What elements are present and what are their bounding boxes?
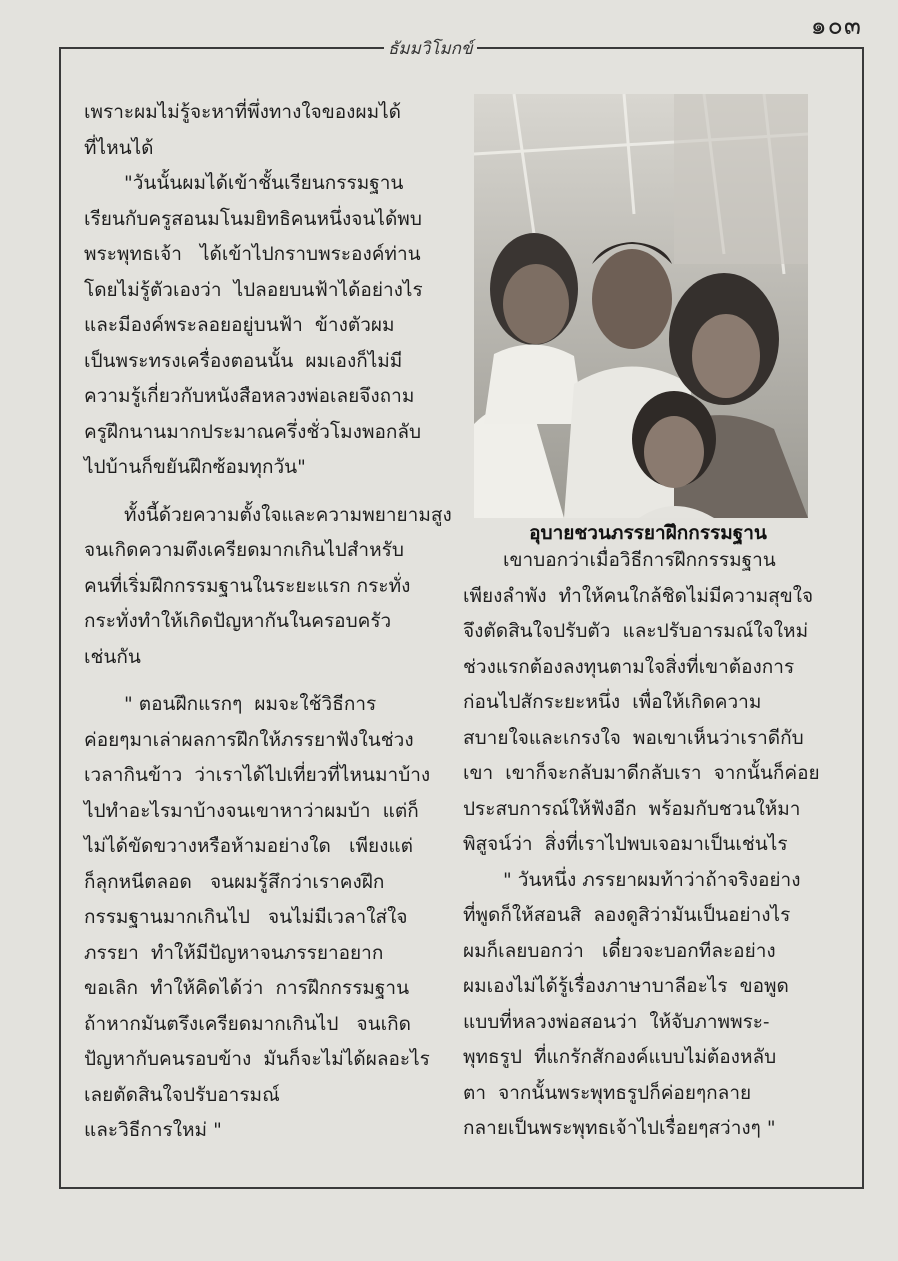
text-line: โดยไม่รู้ตัวเองว่า ไปลอยบนฟ้าได้อย่างไร: [84, 278, 423, 301]
left-text-column: [84, 95, 452, 1149]
text-line: เขา เขาก็จะกลับมาดีกลับเรา จากนั้นก็ค่อย: [463, 762, 820, 784]
text-line: แบบที่หลวงพ่อสอนว่า ให้จับภาพพระ-: [463, 1010, 770, 1033]
text-line: ปัญหากับคนรอบข้าง มันก็จะไม่ได้ผลอะไร: [84, 1048, 430, 1070]
text-line: ก่อนไปสักระยะหนึ่ง เพื่อให้เกิดความ: [463, 691, 762, 713]
text-line: ช่วงแรกต้องลงทุนตามใจสิ่งที่เขาต้องการ: [463, 655, 795, 678]
family-photo-icon: [474, 94, 808, 518]
text-line: " ตอนฝึกแรกๆ ผมจะใช้วิธีการ: [124, 693, 377, 715]
text-line: ทั้งนี้ด้วยความตั้งใจและความพยายามสูง: [124, 503, 452, 526]
running-header-title: ธัมมวิโมกข์: [384, 35, 477, 62]
text-line: ไม่ได้ขัดขวางหรือห้ามอย่างใด เพียงแต่: [84, 835, 414, 857]
text-line: ไปบ้านก็ขยันฝึกซ้อมทุกวัน": [84, 456, 306, 478]
text-line: ขอเลิก ทำให้คิดได้ว่า การฝึกกรรมฐาน: [84, 977, 410, 999]
text-line: กรรมฐานมากเกินไป จนไม่มีเวลาใส่ใจ: [84, 906, 408, 928]
text-line: เพราะผมไม่รู้จะหาที่พึ่งทางใจของผมได้: [84, 101, 402, 123]
text-line: และมีองค์พระลอยอยู่บนฟ้า ข้างตัวผม: [84, 314, 395, 336]
text-line: พิสูจน์ว่า สิ่งที่เราไปพบเจอมาเป็นเช่นไร: [463, 833, 788, 855]
text-line: พระพุทธเจ้า ได้เข้าไปกราบพระองค์ท่าน: [84, 243, 421, 265]
right-text-column: [463, 543, 823, 1147]
text-line: เช่นกัน: [84, 645, 141, 668]
text-line: และวิธีการใหม่ ": [84, 1119, 222, 1141]
text-line: ประสบการณ์ให้ฟังอีก พร้อมกับชวนให้มา: [463, 797, 801, 820]
text-line: ที่พูดก็ให้สอนสิ ลองดูสิว่ามันเป็นอย่างไร: [463, 904, 791, 926]
text-line: ถ้าหากมันตรึงเครียดมากเกินไป จนเกิด: [84, 1012, 411, 1035]
text-line: กระทั่งทำให้เกิดปัญหากันในครอบครัว: [84, 610, 392, 632]
photo-caption: อุบายชวนภรรยาฝึกกรรมฐาน: [529, 522, 767, 544]
text-line: พุทธรูป ที่แกรักสักองค์แบบไม่ต้องหลับ: [463, 1046, 777, 1068]
text-line: " วันหนึ่ง ภรรยาผมท้าว่าถ้าจริงอย่าง: [503, 868, 801, 891]
text-line: เลยตัดสินใจปรับอารมณ์: [84, 1083, 280, 1106]
text-line: ค่อยๆมาเล่าผลการฝึกให้ภรรยาฟังในช่วง: [84, 728, 414, 751]
text-line: จนเกิดความตึงเครียดมากเกินไปสำหรับ: [84, 539, 404, 561]
text-line: ผมก็เลยบอกว่า เดี๋ยวจะบอกทีละอย่าง: [463, 939, 776, 962]
text-line: ตา จากนั้นพระพุทธรูปก็ค่อยๆกลาย: [463, 1081, 752, 1104]
family-photo: [474, 94, 808, 518]
text-line: ภรรยา ทำให้มีปัญหาจนภรรยาอยาก: [84, 941, 384, 964]
page-number: ๑๐๓: [810, 11, 862, 40]
text-line: ครูฝึกนานมากประมาณครึ่งชั่วโมงพอกลับ: [84, 420, 422, 443]
text-line: คนที่เริ่มฝึกกรรมฐานในระยะแรก กระทั่ง: [84, 574, 411, 597]
text-line: ก็ลุกหนีตลอด จนผมรู้สึกว่าเราคงฝึก: [84, 870, 385, 893]
text-line: เป็นพระทรงเครื่องตอนนั้น ผมเองก็ไม่มี: [84, 349, 403, 372]
text-line: กลายเป็นพระพุทธเจ้าไปเรื่อยๆสว่างๆ ": [463, 1117, 776, 1139]
text-line: ที่ไหนได้: [84, 136, 154, 159]
text-line: "วันนั้นผมได้เข้าชั้นเรียนกรรมฐาน: [124, 172, 404, 194]
text-line: ความรู้เกี่ยวกับหนังสือหลวงพ่อเลยจึงถาม: [84, 385, 415, 407]
text-line: สบายใจและเกรงใจ พอเขาเห็นว่าเราดีกับ: [463, 726, 804, 749]
text-line: ผมเองไม่ได้รู้เรื่องภาษาบาลีอะไร ขอพูด: [463, 975, 789, 997]
text-line: เขาบอกว่าเมื่อวิธีการฝึกกรรมฐาน: [503, 549, 776, 571]
text-line: เพียงลำพัง ทำให้คนใกล้ชิดไม่มีความสุขใจ: [463, 584, 814, 607]
text-line: ไปทำอะไรมาบ้างจนเขาหาว่าผมบ้า แต่ก็: [84, 799, 419, 822]
text-line: จึงตัดสินใจปรับตัว และปรับอารมณ์ใจใหม่: [463, 620, 809, 642]
text-line: เวลากินข้าว ว่าเราได้ไปเที่ยวที่ไหนมาบ้าง: [84, 764, 431, 786]
text-line: เรียนกับครูสอนมโนมยิทธิคนหนึ่งจนได้พบ: [84, 207, 422, 230]
